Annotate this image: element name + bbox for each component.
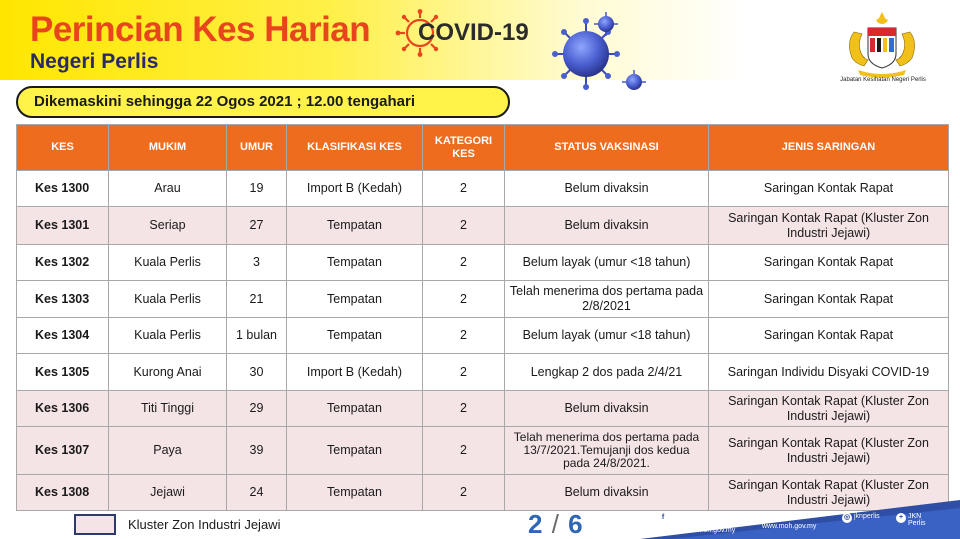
cell-kes: Kes 1304 bbox=[17, 318, 109, 354]
cell-status: Lengkap 2 dos pada 2/4/21 bbox=[505, 354, 709, 391]
jkn-logo-icon: + bbox=[896, 513, 906, 523]
cell-saringan: Saringan Kontak Rapat bbox=[709, 281, 949, 318]
footer-jkn-label: JKN Perlis bbox=[908, 513, 926, 527]
cell-klasifikasi: Tempatan bbox=[287, 475, 423, 511]
column-header: KES bbox=[17, 125, 109, 171]
cell-kes: Kes 1300 bbox=[17, 171, 109, 207]
footer-website[interactable] bbox=[762, 523, 816, 530]
cell-klasifikasi: Tempatan bbox=[287, 207, 423, 245]
cell-mukim: Paya bbox=[109, 427, 227, 475]
cell-kes: Kes 1305 bbox=[17, 354, 109, 391]
column-header: UMUR bbox=[227, 125, 287, 171]
cell-klasifikasi: Tempatan bbox=[287, 245, 423, 281]
page-current: 2 bbox=[528, 509, 544, 539]
cell-mukim: Titi Tinggi bbox=[109, 391, 227, 427]
cell-saringan: Saringan Individu Disyaki COVID-19 bbox=[709, 354, 949, 391]
table-row bbox=[17, 207, 949, 245]
page-indicator bbox=[528, 509, 584, 539]
cell-saringan: Saringan Kontak Rapat bbox=[709, 245, 949, 281]
cell-saringan: Saringan Kontak Rapat bbox=[709, 318, 949, 354]
page-separator: / bbox=[551, 509, 560, 539]
cell-status: Belum layak (umur <18 tahun) bbox=[505, 245, 709, 281]
table-row bbox=[17, 391, 949, 427]
cell-umur: 1 bulan bbox=[227, 318, 287, 354]
footer-social bbox=[658, 513, 958, 539]
cell-saringan: Saringan Kontak Rapat (Kluster Zon Industri Jejawi) bbox=[709, 391, 949, 427]
cell-umur: 24 bbox=[227, 475, 287, 511]
cell-klasifikasi: Tempatan bbox=[287, 427, 423, 475]
cell-kategori: 2 bbox=[423, 391, 505, 427]
footer-facebook-text: Jabatan Kesihatan Negeri Perlis @jknperlis bbox=[670, 513, 751, 527]
cell-umur: 19 bbox=[227, 171, 287, 207]
footer-instagram[interactable] bbox=[842, 513, 880, 523]
legend-swatch bbox=[74, 514, 116, 535]
cell-mukim: Jejawi bbox=[109, 475, 227, 511]
footer-facebook[interactable] bbox=[658, 513, 766, 534]
cell-klasifikasi: Tempatan bbox=[287, 281, 423, 318]
column-header: JENIS SARINGAN bbox=[709, 125, 949, 171]
page-total: 6 bbox=[568, 509, 584, 539]
cell-mukim: Kuala Perlis bbox=[109, 245, 227, 281]
page-title: Perincian Kes Harian bbox=[30, 10, 371, 49]
cell-saringan: Saringan Kontak Rapat (Kluster Zon Industri Jejawi) bbox=[709, 207, 949, 245]
agency-caption: Jabatan Kesihatan Negeri Perlis bbox=[840, 77, 926, 83]
cell-saringan: Saringan Kontak Rapat (Kluster Zon Industri Jejawi) bbox=[709, 475, 949, 511]
cell-kategori: 2 bbox=[423, 318, 505, 354]
table-row bbox=[17, 318, 949, 354]
update-note: Dikemaskini sehingga 22 Ogos 2021 ; 12.00 tengahari bbox=[16, 86, 510, 118]
cell-saringan: Saringan Kontak Rapat (Kluster Zon Industri Jejawi) bbox=[709, 427, 949, 475]
cell-kes: Kes 1306 bbox=[17, 391, 109, 427]
cell-klasifikasi: Tempatan bbox=[287, 391, 423, 427]
jata-negara-crest-icon bbox=[840, 10, 924, 78]
cell-mukim: Kuala Perlis bbox=[109, 281, 227, 318]
cell-status: Belum divaksin bbox=[505, 475, 709, 511]
cell-status: Belum divaksin bbox=[505, 207, 709, 245]
cell-kes: Kes 1308 bbox=[17, 475, 109, 511]
cell-mukim: Seriap bbox=[109, 207, 227, 245]
column-header: KATEGORI KES bbox=[423, 125, 505, 171]
column-header: MUKIM bbox=[109, 125, 227, 171]
cell-umur: 39 bbox=[227, 427, 287, 475]
footer-instagram-text: jknperlis bbox=[854, 513, 880, 520]
cell-saringan: Saringan Kontak Rapat bbox=[709, 171, 949, 207]
cell-kategori: 2 bbox=[423, 354, 505, 391]
cell-umur: 3 bbox=[227, 245, 287, 281]
cell-status: Belum divaksin bbox=[505, 171, 709, 207]
case-table bbox=[16, 124, 949, 511]
page-subtitle: Negeri Perlis bbox=[30, 50, 159, 73]
cell-kategori: 2 bbox=[423, 427, 505, 475]
cell-status: Belum divaksin bbox=[505, 391, 709, 427]
cell-kes: Kes 1302 bbox=[17, 245, 109, 281]
cell-status: Telah menerima dos pertama pada 13/7/2021.Temujanji dos kedua pada 24/8/2021. bbox=[505, 427, 709, 475]
cell-kes: Kes 1303 bbox=[17, 281, 109, 318]
cell-kes: Kes 1307 bbox=[17, 427, 109, 475]
cell-klasifikasi: Import B (Kedah) bbox=[287, 171, 423, 207]
table-header-row bbox=[17, 125, 949, 171]
cell-kategori: 2 bbox=[423, 171, 505, 207]
table-row bbox=[17, 171, 949, 207]
cell-status: Telah menerima dos pertama pada 2/8/2021 bbox=[505, 281, 709, 318]
cell-kategori: 2 bbox=[423, 281, 505, 318]
cell-mukim: Kuala Perlis bbox=[109, 318, 227, 354]
cell-mukim: Arau bbox=[109, 171, 227, 207]
cell-kategori: 2 bbox=[423, 245, 505, 281]
table-row bbox=[17, 281, 949, 318]
cell-kategori: 2 bbox=[423, 207, 505, 245]
cell-umur: 30 bbox=[227, 354, 287, 391]
cell-umur: 27 bbox=[227, 207, 287, 245]
virus-illustration-icon bbox=[548, 4, 658, 94]
cell-kategori: 2 bbox=[423, 475, 505, 511]
table-row bbox=[17, 245, 949, 281]
footer-facebook-url: jknperlis.moh.gov.my bbox=[670, 527, 736, 534]
column-header: KLASIFIKASI KES bbox=[287, 125, 423, 171]
cell-klasifikasi: Import B (Kedah) bbox=[287, 354, 423, 391]
footer-web-url: www.moh.gov.my bbox=[762, 523, 817, 530]
table-row bbox=[17, 427, 949, 475]
table-row bbox=[17, 354, 949, 391]
facebook-icon: f bbox=[658, 513, 668, 523]
column-header: STATUS VAKSINASI bbox=[505, 125, 709, 171]
cell-kes: Kes 1301 bbox=[17, 207, 109, 245]
cell-status: Belum layak (umur <18 tahun) bbox=[505, 318, 709, 354]
footer-jkn[interactable] bbox=[896, 513, 934, 527]
cell-klasifikasi: Tempatan bbox=[287, 318, 423, 354]
covid-label: COVID-19 bbox=[418, 19, 529, 46]
cell-umur: 21 bbox=[227, 281, 287, 318]
cell-umur: 29 bbox=[227, 391, 287, 427]
cell-mukim: Kurong Anai bbox=[109, 354, 227, 391]
instagram-icon: ◎ bbox=[843, 514, 851, 521]
legend-label: Kluster Zon Industri Jejawi bbox=[128, 517, 281, 532]
